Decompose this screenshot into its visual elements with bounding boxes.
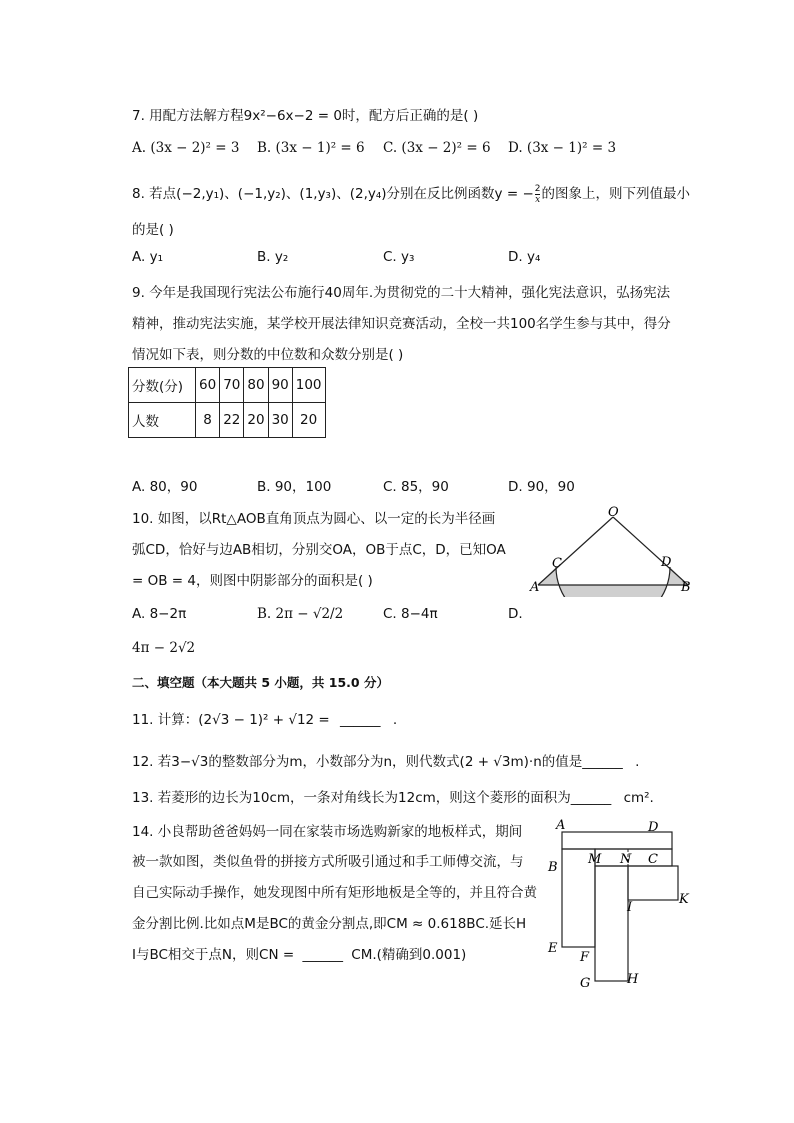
- table-row: [129, 368, 326, 403]
- table-cell: 分数(分): [129, 368, 196, 403]
- rect-ik: [628, 866, 678, 900]
- label-b: B: [548, 860, 558, 875]
- table-cell: 人数: [129, 403, 196, 438]
- q9-stem-line3: 情况如下表，则分数的中位数和众数分别是( ): [132, 347, 404, 363]
- q13-answer-blank: ______: [570, 790, 612, 806]
- q8-frac-num: 2: [534, 183, 541, 194]
- q14-stem-line2: 被一款如图，类似鱼骨的拼接方式所吸引通过和手工师傅交流，与: [132, 854, 524, 870]
- rect-mc: [595, 849, 672, 866]
- label-g: G: [580, 976, 591, 990]
- segment-oa: [538, 517, 613, 585]
- q14-stem-line4: 金分割比例.比如点M是BC的黄金分割点,即CM ≈ 0.618BC.延长H: [132, 916, 527, 932]
- q8-stem-line1: [132, 182, 690, 205]
- label-d: D: [661, 555, 672, 570]
- label-n: N: [620, 852, 632, 867]
- label-o: O: [608, 505, 619, 520]
- label-d: D: [648, 820, 659, 835]
- label-k: K: [679, 892, 689, 907]
- q10-option-d-value: 4π − 2√2: [132, 640, 196, 656]
- q8-option-d: D. y₄: [508, 249, 541, 265]
- q11-answer-blank: ______: [340, 712, 381, 728]
- table-cell: 90: [268, 368, 292, 403]
- q14-text: I与BC相交于点N，则CN =: [132, 947, 295, 963]
- label-h: H: [627, 972, 639, 987]
- table-cell: 100: [292, 368, 325, 403]
- label-a: A: [530, 580, 540, 595]
- q7-stem: 7. 用配方法解方程9x²−6x−2 = 0时，配方后正确的是( ): [132, 108, 479, 124]
- q13-stem: [132, 786, 654, 806]
- q7-option-b: B. (3x − 1)² = 6: [257, 140, 365, 156]
- q9-option-a: A. 80，90: [132, 479, 198, 495]
- q13-end: cm².: [623, 790, 654, 806]
- q10-figure: [528, 505, 700, 597]
- label-m: M: [588, 852, 602, 867]
- q10-option-a: A. 8−2π: [132, 606, 187, 622]
- q10-shaded-region: [538, 567, 688, 597]
- label-c: C: [552, 556, 562, 571]
- q8-stem-line2: 的是( ): [132, 222, 174, 238]
- q9-option-b: B. 90，100: [257, 479, 332, 495]
- q10-stem-line3: = OB = 4，则图中阴影部分的面积是( ): [132, 573, 373, 589]
- q8-option-c: C. y₃: [383, 249, 415, 265]
- q8-option-a: A. y₁: [132, 249, 163, 265]
- q14-stem-line5: [132, 943, 466, 963]
- segment-ob: [613, 517, 688, 585]
- q10-option-d: D.: [508, 606, 523, 622]
- q11-end: .: [392, 712, 398, 728]
- q14-figure: [540, 815, 700, 990]
- label-c: C: [648, 852, 658, 867]
- q9-stem-line1: 9. 今年是我国现行宪法公布施行40周年.为贯彻党的二十大精神，强化宪法意识，弘扬宪法: [132, 285, 671, 301]
- section-title: 二、填空题（本大题共 5 小题，共 15.0 分）: [132, 675, 389, 690]
- q10-stem-line1: 10. 如图，以Rt△AOB直角顶点为圆心、以一定的长为半径画: [132, 511, 496, 527]
- q11-stem: [132, 708, 397, 728]
- table-cell: 20: [292, 403, 325, 438]
- q14-text-end: CM.(精确到0.001): [351, 947, 467, 963]
- label-f: F: [580, 950, 590, 965]
- q11-text: 11. 计算：(2√3 − 1)² + √12 =: [132, 712, 330, 728]
- q9-score-table: [128, 367, 326, 438]
- label-b: B: [681, 580, 691, 595]
- q8-fraction: [535, 184, 541, 205]
- q14-stem-line1: 14. 小良帮助爸爸妈妈一同在家装市场选购新家的地板样式，期间: [132, 824, 523, 840]
- q7-option-a: A. (3x − 2)² = 3: [132, 140, 240, 156]
- label-a: A: [556, 818, 566, 833]
- q9-stem-line2: 精神，推动宪法实施，某学校开展法律知识竞赛活动，全校一共100名学生参与其中，得分: [132, 316, 671, 332]
- q14-answer-blank: ______: [302, 947, 343, 963]
- label-i: I: [627, 900, 633, 915]
- table-cell: 20: [244, 403, 268, 438]
- q7-option-d: D. (3x − 1)² = 3: [508, 140, 617, 156]
- q12-text: 12. 若3−√3的整数部分为m，小数部分为n，则代数式(2 + √3m)·n的值是: [132, 754, 583, 770]
- q14-stem-line3: 自己实际动手操作，她发现图中所有矩形地板是全等的，并且符合黄: [132, 885, 537, 901]
- q8-frac-den: x: [535, 194, 541, 205]
- table-cell: 8: [196, 403, 220, 438]
- rect-fh: [595, 866, 628, 981]
- q8-option-b: B. y₂: [257, 249, 289, 265]
- q8-stem-start: 8. 若点(−2,y₁)、(−1,y₂)、(1,y₃)、(2,y₄)分别在反比例函数y = −: [132, 186, 534, 202]
- table-cell: 80: [244, 368, 268, 403]
- q12-end: .: [635, 754, 640, 770]
- table-cell: 22: [220, 403, 244, 438]
- q13-text: 13. 若菱形的边长为10cm，一条对角线长为12cm，则这个菱形的面积为: [132, 790, 571, 806]
- q8-stem-end: 的图象上，则下列值最小: [541, 186, 690, 202]
- q10-option-b: B. 2π − √2/2: [257, 606, 344, 622]
- q7-option-c: C. (3x − 2)² = 6: [383, 140, 491, 156]
- q10-option-c: C. 8−4π: [383, 606, 438, 622]
- q9-option-d: D. 90，90: [508, 479, 575, 495]
- table-cell: 60: [196, 368, 220, 403]
- q10-stem-line2: 弧CD，恰好与边AB相切，分别交OA，OB于点C，D，已知OA: [132, 542, 506, 558]
- q12-stem: [132, 750, 639, 770]
- table-cell: 30: [268, 403, 292, 438]
- table-row: [129, 403, 326, 438]
- table-cell: 70: [220, 368, 244, 403]
- label-e: E: [548, 941, 558, 956]
- q9-option-c: C. 85，90: [383, 479, 449, 495]
- q12-answer-blank: ______: [582, 754, 623, 770]
